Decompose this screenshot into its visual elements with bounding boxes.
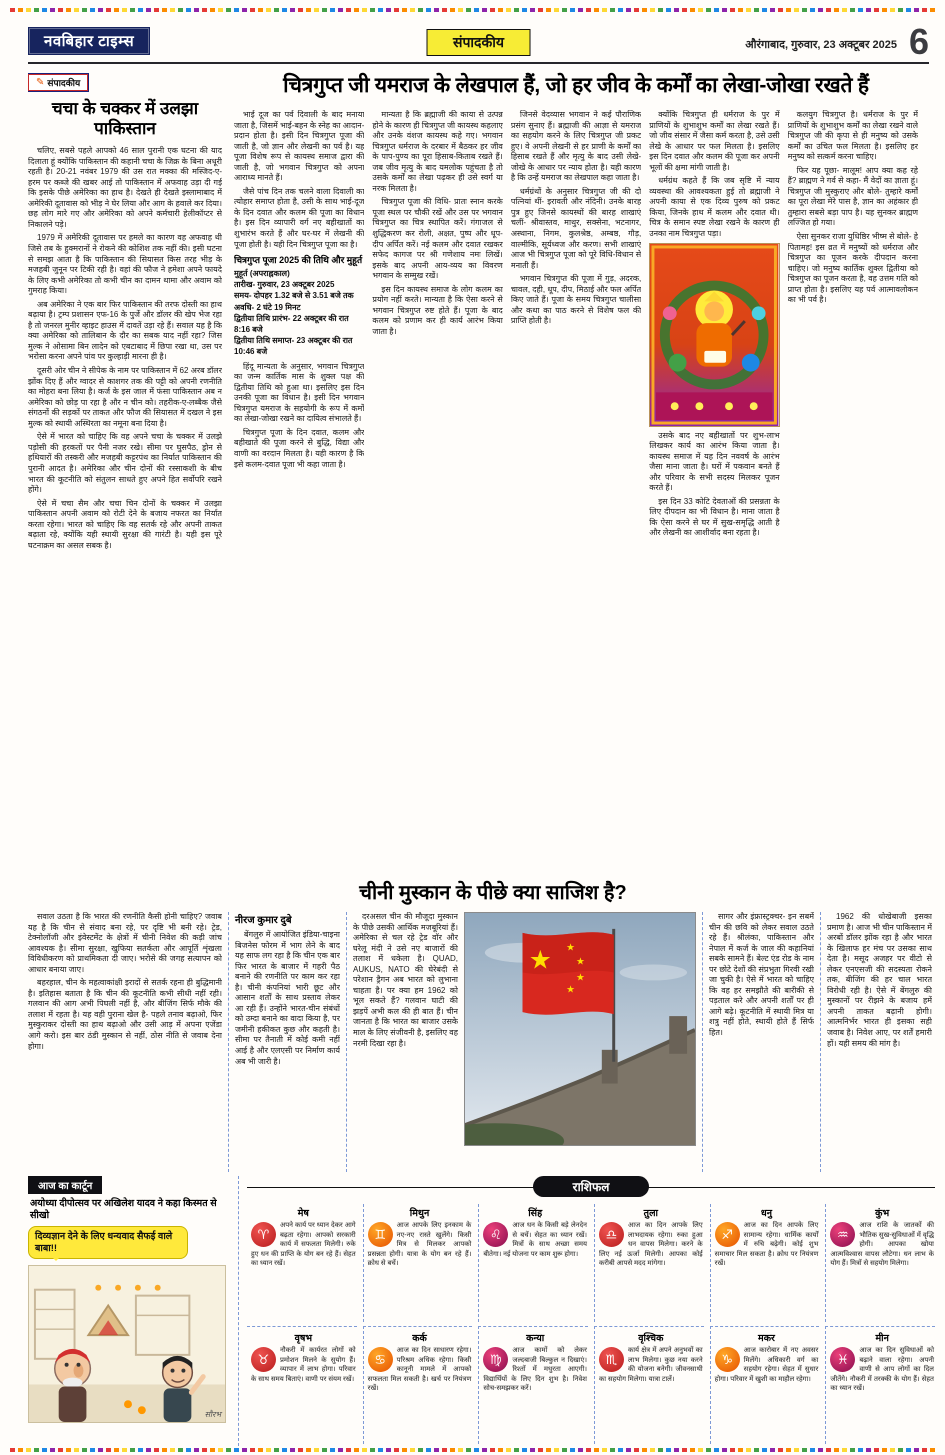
speech-bubble: दिव्यज्ञान देने के लिए धन्यवाद सैफई वाले बाबा!!	[28, 1226, 188, 1260]
paragraph: चित्रगुप्त पूजा की विधि- प्रातः स्नान करके पूजा स्थल पर चौकी रखें और उस पर भगवान चित्रगुप्त का चित्र स्थापित करें। गंगाजल से शुद्धिकरण कर रोली, अक्षत, पुष्प और धूप-दीप अर्पित करें। नई कलम और दवात रखकर सफेद कागज पर श्री गणेशाय नमः लिखें। इसके बाद अपनी आय-व्यय का विवरण भगवान के सम्मुख रखें।	[372, 197, 503, 281]
header-right	[745, 21, 929, 63]
cartoon-title: आज का कार्टून	[28, 1176, 102, 1194]
paragraph: भगवान चित्रगुप्त की पूजा में गुड़, अदरक, चावल, दही, धूप, दीप, मिठाई और फल अर्पित किए जाते हैं। पूजा के समय चित्रगुप्त चालीसा और कथा का पाठ करने से विशेष फल की प्राप्ति होती है।	[510, 274, 642, 326]
horoscope-sign: कन्या ♍ आज कामों को लेकर जल्दबाजी बिल्कुल न दिखाएं। रिश्तों में मधुरता आएगी। विद्यार्थियों के लिए दिन शुभ है। निवेश सोच-समझकर करें।	[478, 1326, 588, 1444]
cartoon-drawing	[28, 1265, 226, 1423]
paragraph: दरअसल चीन की मौजूदा मुस्कान के पीछे उसकी आर्थिक मजबूरियां हैं। अमेरिका से चल रहे ट्रेड वॉर और घरेलू मंदी ने उसे नए बाजारों की तलाश में धकेला है। QUAD, AUKUS, NATO की घेरेबंदी से परेशान ड्रैगन अब भारत को लुभाना चाहता है। पर क्या हम 1962 को भूल सकते हैं? गलवान घाटी की झड़पें अभी कल की ही बात हैं। चीन जानता है कि भारत का बाजार उसके माल के लिए संजीवनी है, इसलिए वह नरमी दिखा रहा है।	[353, 912, 458, 1048]
cartoon-section	[28, 1176, 230, 1446]
section-badge: संपादकीय	[426, 29, 531, 56]
zodiac-icon: ♍	[483, 1347, 508, 1372]
paragraph: बहरहाल, चीन के महत्वाकांक्षी इरादों से सतर्क रहना ही बुद्धिमानी है। इतिहास बताता है कि चीन की कूटनीति कभी सीधी नहीं रही। गलवान की आग अभी पिघली नहीं है, और बीजिंग सिर्फ मौके की तलाश में रहता है। यह वही पुराना खेल है- पहले तनाव बढ़ाओ, फिर मुस्कुराकर दोस्ती का हाथ बढ़ाओ और उसी आड़ में अपना एजेंडा आगे करो। इस बार ठंडी मुस्कान से नहीं, ठोस नीति से जवाब देना होगा।	[28, 978, 222, 1051]
paragraph: चलिए, सबसे पहले आपको 46 साल पुरानी एक घटना की याद दिलाता हूं क्योंकि पाकिस्तान की कहानी चचा के जिक्र के बिना अधूरी रहती है। 20-21 नवंबर 1979 की उस रात मक्का की मस्जिद-ए-हरम पर कब्जे की खबर आई तो पाकिस्तान में अफवाह उड़ा दी गई कि इसके पीछे अमेरिका का हाथ है। देखते ही देखते इस्लामाबाद में अमेरिकी दूतावास को भीड़ ने घेर लिया और आग के हवाले कर दिया। छह लोग मारे गए और अमेरिका को अपने कर्मचारी हेलीकॉप्टर से निकालने पड़े।	[28, 146, 222, 229]
paragraph: जिनसे वेदव्यास भगवान ने कई पौराणिक प्रसंग सुनाए हैं। ब्रह्माजी की आज्ञा से यमराज का सहयोग करने के लिए चित्रगुप्त जी प्रकट हुए। वे अपनी लेखनी से हर प्राणी के कर्मों का हिसाब रखते हैं और मृत्यु के बाद उसी लेखे-जोखे के आधार पर न्याय होता है। यही कारण है कि उन्हें यमराज का लेखपाल कहा जाता है।	[510, 110, 642, 183]
svg-text:★: ★	[528, 946, 552, 975]
china-flag-photo	[464, 912, 696, 1146]
main-column-4	[649, 110, 779, 872]
china-column-2	[228, 912, 340, 1172]
subhead-muhurat: चित्रगुप्त पूजा 2025 की तिथि और मुहूर्त	[234, 255, 363, 266]
muhurat-line: अवधि- 2 घंटे 19 मिनट	[234, 302, 301, 312]
muhurat-list	[234, 268, 364, 358]
horoscope-sign: मिथुन ♊ आज आपके लिए इनकाम के नए-नए रास्ते खुलेंगे। किसी मित्र से मिलकर आपको प्रसन्नता होगी। यात्रा के योग बन रहे हैं। क्रोध से बचें।	[363, 1204, 473, 1322]
horoscope-grid	[247, 1204, 935, 1444]
paragraph: जैसे पांच दिन तक चलने वाला दिवाली का त्योहार समाप्त होता है, उसी के साथ भाई-दूज के दिन दवात और कलम की पूजा का विधान है। इस दिन व्यापारी वर्ग नए बहीखातों का शुभारंभ करते हैं और घर-घर में लेखनी की पूजा होती है। यही दिन चित्रगुप्त पूजा का है।	[234, 186, 365, 249]
page-number: 6	[908, 21, 929, 63]
svg-text:★: ★	[566, 984, 576, 996]
horoscope-sign: वृश्चिक ♏ कार्य क्षेत्र में अपने अनुभवों का लाभ मिलेगा। कुछ नया करने की योजना बनेगी। जीवनसाथी का सहयोग मिलेगा। यात्रा टालें।	[594, 1326, 704, 1444]
zodiac-icon: ♈	[251, 1222, 276, 1247]
cartoon-caption: अयोध्या दीपोत्सव पर अखिलेश यादव ने कहा किस्मत से सीखो	[30, 1198, 217, 1222]
china-column-4	[702, 912, 814, 1172]
left-article-headline: चचा के चक्कर में उलझा पाकिस्तान	[51, 99, 199, 139]
zodiac-icon: ♋	[368, 1347, 393, 1372]
rainbow-border-bottom	[10, 1448, 935, 1452]
svg-text:★: ★	[566, 942, 576, 954]
horoscope-section	[238, 1176, 935, 1446]
main-article-headline: चित्रगुप्त जी यमराज के लेखपाल हैं, जो हर जीव के कर्मों का लेखा-जोखा रखते हैं	[283, 74, 869, 97]
left-editorial-article	[28, 72, 222, 874]
main-column-1	[234, 110, 364, 872]
muhurat-line: द्वितीया तिथि समाप्त- 23 अक्टूबर की रात 10:46 बजे	[234, 336, 353, 357]
paragraph: ऐसे में चचा सैम और चचा चिन दोनों के चक्कर में उलझा पाकिस्तान अपनी अवाम को रोटी देने के बजाय नफरत का निर्यात करता रहेगा। भारत को चाहिए कि वह सतर्क रहे और अपनी ताकत बढ़ाता रहे, क्योंकि यही स्थायी सुरक्षा की गारंटी है। यही इस पूरे घटनाक्रम का असल सबक है।	[28, 498, 222, 550]
page-header	[28, 20, 929, 64]
paragraph: मान्यता है कि ब्रह्माजी की काया से उत्पन्न होने के कारण ही चित्रगुप्त जी कायस्थ कहलाए और उनके वंशज कायस्थ कहे गए। भगवान चित्रगुप्त धर्मराज के दरबार में बैठकर हर जीव के पाप-पुण्य का पूरा हिसाब-किताब रखते हैं। जब जीव मृत्यु के बाद यमलोक पहुंचता है तो उसके कर्मों का लेखा पढ़कर ही उसे स्वर्ग या नरक मिलता है।	[372, 110, 503, 193]
masthead: नवबिहार टाइम्स	[28, 27, 150, 55]
paragraph: अब अमेरिका ने एक बार फिर पाकिस्तान की तरफ दोस्ती का हाथ बढ़ाया है। ट्रम्प प्रशासन एफ-16 के पुर्जे और डॉलर की खेप भेज रहा है तो जनरल मुनीर व्हाइट हाउस में दावतें उड़ा रहे हैं। सवाल यह है कि क्या अमेरिका को तालिबान के दौर का सबक याद नहीं रहा? जिस मुल्क ने ओसामा बिन लादेन को एबटाबाद में छिपा रखा था, उस पर भरोसा करना अपने पांव पर कुल्हाड़ी मारना ही है।	[28, 299, 222, 362]
paragraph: 1962 की धोखेबाजी इसका प्रमाण है। आज भी चीन पाकिस्तान में अरबों डॉलर झोंक रहा है और भारत के खिलाफ हर मंच पर उसका साथ देता है। मसूद अजहर पर वीटो से लेकर एनएसजी की सदस्यता रोकने तक, बीजिंग की हर चाल भारत विरोधी रही है। ऐसे में बेंगलुरु की मुस्कानों पर रीझने के बजाय हमें अपनी ताकत बढ़ानी होगी। आत्मनिर्भर भारत ही इसका सही जवाब है। निवेश आए, पर शर्तें हमारी हों। यही समय की मांग है।	[827, 912, 932, 1048]
horoscope-sign: कर्क ♋ आज का दिन साधारण रहेगा। परिश्रम अधिक रहेगा। किसी कानूनी मामले में आपको सफलता मिल सकती है। खर्च पर नियंत्रण रखें।	[363, 1326, 473, 1444]
svg-text:★: ★	[576, 972, 585, 984]
horoscope-sign: धनु ♐ आज का दिन आपके लिए सामान्य रहेगा। धार्मिक कार्यों में रुचि बढ़ेगी। कोई शुभ समाचार मिल सकता है। क्रोध पर नियंत्रण रखें।	[710, 1204, 820, 1322]
zodiac-icon: ♉	[251, 1347, 276, 1372]
pencil-icon: ✎	[36, 77, 45, 88]
zodiac-icon: ♌	[483, 1222, 508, 1247]
china-column-1	[28, 912, 222, 1172]
editorial-tag-label: संपादकीय	[47, 78, 81, 88]
paragraph: सवाल उठता है कि भारत की रणनीति कैसी होनी चाहिए? जवाब यह है कि चीन से संवाद बना रहे, पर दृष्टि भी बनी रहे। ट्रेड, टेक्नोलॉजी और इंवेस्टमेंट के क्षेत्रों में चीनी निवेश की कड़ी जांच आवश्यक है। सीमा सुरक्षा, खुफिया सतर्कता और आपूर्ति शृंखला विविधीकरण को प्राथमिकता दी जाए। भरोसे की जगह सत्यापन को आधार बनाया जाए।	[28, 912, 222, 974]
muhurat-line: तारीख- गुरुवार, 23 अक्टूबर 2025	[234, 280, 335, 290]
main-article	[234, 74, 918, 872]
main-column-3	[511, 110, 641, 872]
main-column-2	[372, 110, 502, 872]
zodiac-icon: ♊	[368, 1222, 393, 1247]
horoscope-title: राशिफल	[533, 1176, 650, 1197]
paragraph: धर्मग्रंथों के अनुसार चित्रगुप्त जी की दो पत्नियां थीं- इरावती और नंदिनी। उनके बारह पुत्र हुए जिनसे कायस्थों की बारह शाखाएं चलीं- श्रीवास्तव, माथुर, सक्सेना, भटनागर, अस्थाना, निगम, कुलश्रेष्ठ, अम्बष्ठ, गौड़, वाल्मीकि, सूर्यध्वज और करण। सभी शाखाएं आज भी चित्रगुप्त पूजा को पूरे विधि-विधान से मनाती हैं।	[510, 186, 642, 270]
paragraph: भाई दूज का पर्व दिवाली के बाद मनाया जाता है, जिसमें भाई-बहन के स्नेह का आदान-प्रदान होता है। इसी दिन चित्रगुप्त पूजा की जाती है, जो ज्ञान और लेखनी का पर्व है। यह पूजा विशेष रूप से कायस्थ समाज द्वारा की जाती है, जो भगवान चित्रगुप्त को अपना आराध्य मानते हैं।	[234, 110, 365, 183]
zodiac-icon: ♐	[715, 1222, 740, 1247]
zodiac-icon: ♒	[830, 1222, 855, 1247]
horoscope-sign: वृषभ ♉ नौकरी में कार्यरत लोगों को प्रमोशन मिलने के सुयोग हैं। व्यापार में लाभ होगा। परिवार के साथ समय बिताएं। वाणी पर संयम रखें।	[247, 1326, 357, 1444]
zodiac-icon: ♏	[599, 1347, 624, 1372]
paragraph: चित्रगुप्त पूजा के दिन दवात, कलम और बहीखाते की पूजा करने से बुद्धि, विद्या और वाणी का वरदान मिलता है। यही कारण है कि इसे कलम-दवात पूजा भी कहा जाता है।	[234, 427, 365, 469]
horoscope-sign: कुंभ ♒ आज राशि के जातकों की भौतिक सुख-सुविधाओं में वृद्धि होगी। आपका खोया आत्मविश्वास वापस लौटेगा। धन लाभ के योग हैं। मित्रों से सहयोग मिलेगा।	[825, 1204, 935, 1322]
main-column-5	[788, 110, 918, 872]
horoscope-sign: मेष ♈ अपने कार्य पर ध्यान देकर आगे बढ़ता रहेगा। आपको सरकारी कार्य में सफलता मिलेगी। रुके हुए धन की प्राप्ति के योग बन रहे हैं। सेहत का ध्यान रखें।	[251, 1208, 356, 1268]
paragraph: इस दिन 33 कोटि देवताओं की प्रसन्नता के लिए दीपदान का भी विधान है। माना जाता है कि ऐसा करने से घर में सुख-समृद्धि आती है और लेखनी का आशीर्वाद बना रहता है।	[649, 496, 780, 538]
china-column-3	[346, 912, 458, 1172]
horoscope-sign: तुला ♎ आज का दिन आपके लिए लाभदायक रहेगा। रुका हुआ धन वापस मिलेगा। करने के लिए नई ऊर्जा मिलेगी। आपका कोई करीबी आपसे मदद मांगेगा।	[594, 1204, 704, 1322]
paragraph: हिंदू मान्यता के अनुसार, भगवान चित्रगुप्त का जन्म कार्तिक मास के शुक्ल पक्ष की द्वितीया तिथि को हुआ था। इसलिए इस दिन उनकी पूजा का विधान है। इसी दिन भगवान चित्रगुप्त यमराज के सहयोगी के रूप में कर्मों का लेखा-जोखा रखने का दायित्व संभालते हैं।	[234, 361, 365, 424]
svg-text:★: ★	[576, 956, 585, 968]
paragraph: बेंगलुरु में आयोजित इंडिया-चाइना बिजनेस फोरम में भाग लेने के बाद यह साफ लग रहा है कि चीन एक बार फिर भारत के बाजार में गहरी पैठ बनाने की रणनीति पर काम कर रहा है। चीनी कंपनियां भारी छूट और आसान शर्तों के साथ प्रस्ताव लेकर आ रही हैं। उन्होंने भारत-चीन संबंधों को उम्दा बनाने का वादा किया है, पर जमीनी हकीकत कुछ और कहती है। सीमा पर तैनाती में कोई कमी नहीं आई है और एलएसी पर निर्माण कार्य अब भी जारी है।	[235, 930, 340, 1066]
muhurat-line: मुहूर्त (अपराह्नकाल)	[234, 269, 290, 279]
paragraph: दूसरी ओर चीन ने सीपेक के नाम पर पाकिस्तान में 62 अरब डॉलर झोंक दिए हैं और ग्वादर से काशगर तक की पट्टी को अपनी रणनीति का मोहरा बना लिया है। कर्ज के इस जाल में फंसा पाकिस्तान अब न अमेरिका को छोड़ पा रहा है और न चीन को। तहरीक-ए-लब्बैक जैसे संगठनों की सड़कों पर ताकत और फौज की सियासत में दखल ने इस मुल्क को स्थायी अस्थिरता का नमूना बना दिया है।	[28, 366, 222, 428]
paragraph: धर्मग्रंथ कहते हैं कि जब सृष्टि में न्याय व्यवस्था की आवश्यकता हुई तो ब्रह्माजी ने अपनी काया से एक दिव्य पुरुष को प्रकट किया, जिनके हाथ में कलम और दवात थी। चित्र के समान स्पष्ट लेखा रखने के कारण ही उनका नाम चित्रगुप्त पड़ा।	[649, 176, 780, 239]
main-article-columns	[234, 110, 918, 872]
china-article-headline: चीनी मुस्कान के पीछे क्या साजिश है?	[359, 882, 627, 904]
horoscope-sign: सिंह ♌ आज धन के किसी बड़े लेनदेन से बचें। सेहत का ध्यान रखें। मित्रों के साथ अच्छा समय बीतेगा। नई योजना पर काम शुरू होगा।	[478, 1204, 588, 1322]
paragraph: फिर यह पूछा- मालूम! आप क्या कह रहे हैं? ब्राह्मण ने गर्व से कहा- मैं वेदों का ज्ञाता हूं। चित्रगुप्त जी मुस्कुराए और बोले- तुम्हारे कर्मों का पूरा लेखा मेरे पास है, ज्ञान का अहंकार ही तुम्हारा सबसे बड़ा पाप है। यह सुनकर ब्राह्मण लज्जित हो गया।	[787, 165, 919, 228]
paragraph: ऐसे में भारत को चाहिए कि वह अपने चचा के चक्कर में उलझे पड़ोसी की हरकतों पर पैनी नजर रखे। सीमा पर घुसपैठ, ड्रोन से हथियारों की तस्करी और मजहबी कट्टरपंथ का निर्यात पाकिस्तान की पुरानी आदत है। अमेरिका और चीन दोनों की रस्साकशी के बीच भारत की कूटनीति को संतुलन साधते हुए अपने हित सर्वोपरि रखने होंगे।	[28, 432, 222, 495]
rainbow-border-top	[10, 8, 935, 12]
chitragupta-photo	[649, 243, 779, 427]
muhurat-line: समय- दोपहर 1.32 बजे से 3.51 बजे तक	[234, 291, 354, 301]
zodiac-icon: ♎	[599, 1222, 624, 1247]
china-article	[28, 878, 932, 1172]
paragraph: उसके बाद नए बहीखातों पर शुभ-लाभ लिखकर कार्य का आरंभ किया जाता है। कायस्थ समाज में यह दिन नववर्ष के आरंभ जैसा माना जाता है। घरों में पकवान बनते हैं और परिवार के सभी सदस्य मिलकर पूजन करते हैं।	[649, 430, 780, 493]
china-column-5	[820, 912, 932, 1172]
paragraph: ऐसा सुनकर राजा युधिष्ठिर भीष्म से बोले- हे पितामह! इस व्रत में मनुष्यों को धर्मराज और चित्रगुप्त का पूजन करके दीपदान करना चाहिए। जो मनुष्य कार्तिक शुक्ल द्वितीया को चित्रगुप्त का पूजन करता है, वह उत्तम गति को प्राप्त होता है। इसलिए यह पर्व आत्मावलोकन का भी पर्व है।	[787, 232, 919, 305]
zodiac-icon: ♓	[830, 1347, 855, 1372]
china-article-columns	[28, 912, 932, 1172]
editorial-tag	[28, 74, 88, 91]
paragraph: सागर और इंफ्रास्ट्रक्चर- इन सबमें चीन की छवि को लेकर सवाल उठते रहे हैं। श्रीलंका, पाकिस्तान और नेपाल में कर्ज के जाल की कहानियां सबके सामने हैं। बेल्ट एंड रोड के नाम पर छोटे देशों की संप्रभुता गिरवी रखी जा चुकी है। ऐसे में भारत को चाहिए कि वह हर समझौते की बारीकी से पड़ताल करे और अपनी शर्तों पर ही आगे बढ़े। कूटनीति में स्थायी मित्र या शत्रु नहीं होते, स्थायी होते हैं सिर्फ हित।	[709, 912, 814, 1038]
byline: नीरज कुमार दुबे	[235, 915, 292, 926]
paragraph: इस दिन कायस्थ समाज के लोग कलम का प्रयोग नहीं करते। मान्यता है कि ऐसा करने से भगवान चित्रगुप्त रुष्ट होते हैं। पूजा के बाद कलम को प्रणाम कर ही कार्य आरंभ किया जाता है।	[372, 284, 503, 336]
zodiac-icon: ♑	[715, 1347, 740, 1372]
paragraph: कलयुग चित्रगुप्त है। धर्मराज के पुर में प्राणियों के शुभाशुभ कर्मों का लेखा रखने वाले चित्रगुप्त जी की कृपा से ही मनुष्य को उसके कर्मों का उचित फल मिलता है। इसलिए हर मनुष्य को सत्कर्म करना चाहिए।	[787, 110, 919, 162]
horoscope-sign: मीन ♓ आज का दिन सुविधाओं को बढ़ाने वाला रहेगा। अपनी वाणी से आप लोगों का दिल जीतेंगे। नौकरी में तरक्की के योग हैं। सेहत का ध्यान रखें।	[825, 1326, 935, 1444]
paragraph: 1979 में अमेरिकी दूतावास पर हमले का कारण वह अफवाह थी जिसे तब के हुक्मरानों ने रोकने की कोशिश तक नहीं की। इसी घटना से समझ आता है कि पाकिस्तान की सियासत किस तरह भीड़ के मजहबी जुनून पर टिकी रही है। वहां की फौज ने हमेशा अपने फायदे के लिए कभी अमेरिका तो कभी चीन का दामन थामा और अवाम को गुमराह किया।	[28, 233, 222, 296]
horoscope-sign: मकर ♑ आज कारोबार में नए अवसर मिलेंगे। अधिकारी वर्ग का सहयोग रहेगा। सेहत में सुधार होगा। परिवार में खुशी का माहौल रहेगा।	[710, 1326, 820, 1444]
horoscope-header	[247, 1176, 935, 1198]
cartoonist-signature: सौरभ	[204, 1410, 221, 1420]
muhurat-line: द्वितीया तिथि प्रारंभ- 22 अक्टूबर की रात 8:16 बजे	[234, 313, 349, 335]
dateline: औरंगाबाद, गुरुवार, 23 अक्टूबर 2025	[745, 39, 897, 51]
paragraph: क्योंकि चित्रगुप्त ही धर्मराज के पुर में प्राणियों के शुभाशुभ कर्मों का लेखा रखते हैं। जो जीव संसार में जैसा कर्म करता है, उसे उसी लेखे के आधार पर फल मिलता है। इसलिए इस दिन दवात और कलम की पूजा कर अपनी भूलों की क्षमा मांगी जाती है।	[649, 110, 780, 172]
